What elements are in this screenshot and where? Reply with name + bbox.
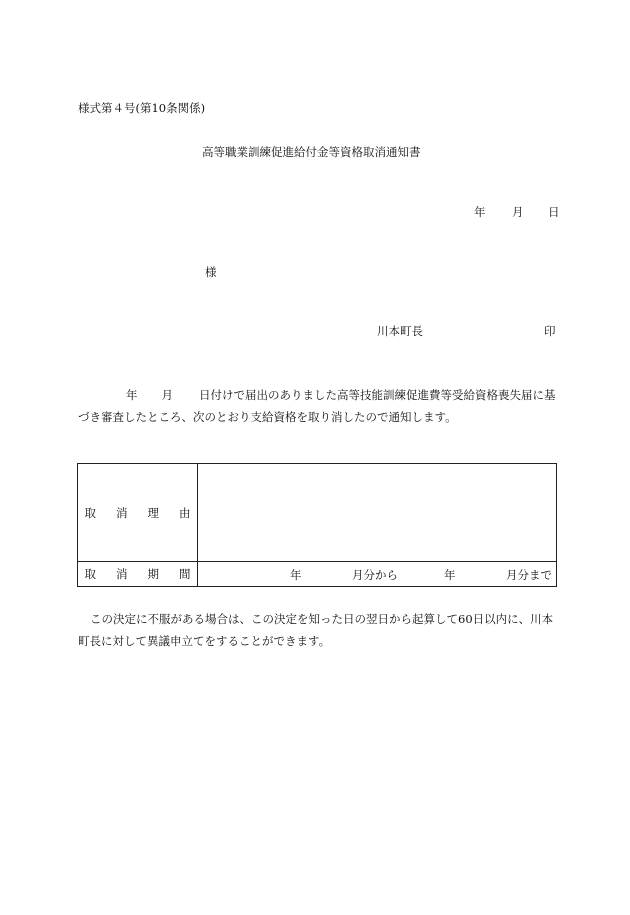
period-year-from-label: 年 <box>290 568 302 582</box>
form-number: 様式第４号(第10条関係) <box>78 101 206 115</box>
issuer-name: 川本町長 <box>377 324 423 338</box>
date-month-label: 月 <box>512 205 524 219</box>
body-text: 日付けで届出のありました高等技能訓練促進費等受給資格喪失届に基づき審査したところ、次のとおり支給資格を取り消したので通知します。 <box>78 388 556 424</box>
document-title: 高等職業訓練促進給付金等資格取消通知書 <box>202 145 421 159</box>
period-from-label: 月分から <box>352 568 398 582</box>
body-year-label: 年 <box>126 388 138 402</box>
cancellation-table <box>77 463 557 587</box>
period-year-to-label: 年 <box>444 568 456 582</box>
appeal-note: この決定に不服がある場合は、この決定を知った日の翌日から起算して60日以内に、川本町長に対して異議申立てをすることができます。 <box>78 612 554 648</box>
seal-label: 印 <box>544 324 556 338</box>
period-to-label: 月分まで <box>506 568 552 582</box>
period-label-cell <box>78 561 211 586</box>
body-month-label: 月 <box>161 388 173 402</box>
notice-body <box>78 384 558 428</box>
period-row <box>78 561 556 586</box>
recipient-honorific: 様 <box>205 265 217 279</box>
date-day-label: 日 <box>548 205 560 219</box>
reason-value-cell <box>198 464 556 561</box>
reason-row <box>78 464 556 562</box>
date-line <box>474 204 560 220</box>
date-year-label: 年 <box>474 205 486 219</box>
reason-label-cell <box>78 464 211 561</box>
period-value-cell <box>198 561 556 586</box>
period-label: 取消期間 <box>84 566 211 581</box>
reason-label: 取消理由 <box>84 505 211 520</box>
